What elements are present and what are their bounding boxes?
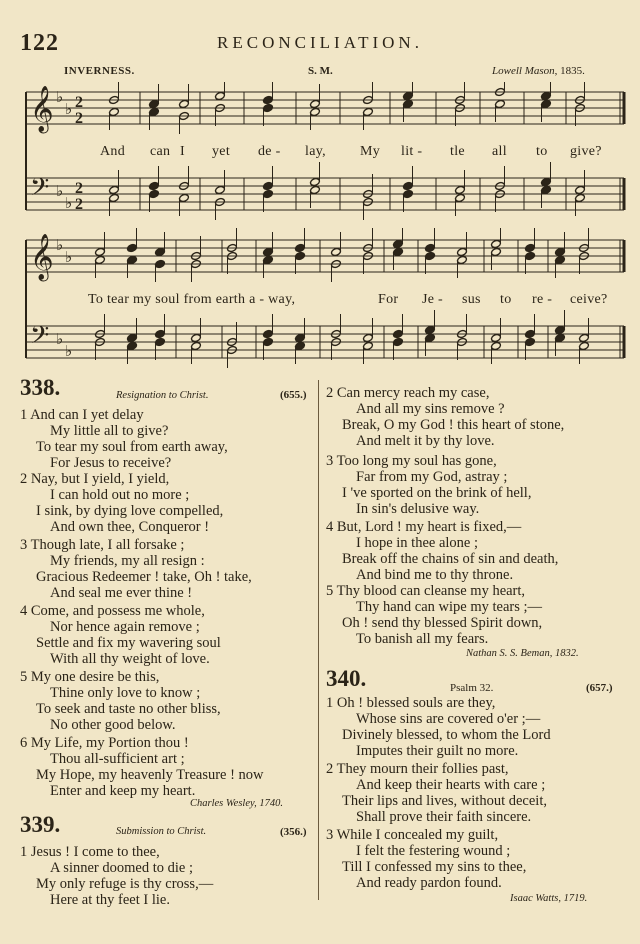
stanza-line: Whose sins are covered o'er ;—	[356, 711, 541, 727]
stanza-line: Oh ! send thy blessed Spirit down,	[342, 615, 543, 631]
lyric-syllable: re -	[532, 292, 553, 307]
note-head	[179, 193, 190, 202]
stanza-line: And melt it by thy love.	[356, 433, 495, 449]
flat-icon: ♭	[56, 184, 64, 200]
note-head	[263, 181, 274, 190]
note-head	[263, 255, 274, 264]
stanza-line: Thine only love to know ;	[50, 685, 201, 701]
hymn-subtitle-338: Resignation to Christ.	[116, 390, 209, 401]
flat-icon: ♭	[65, 102, 73, 118]
stanza-line: And seal me ever thine !	[50, 585, 193, 601]
note-head	[263, 103, 274, 112]
note-head	[403, 99, 414, 108]
stanza-line: Far from my God, astray ;	[356, 469, 508, 485]
note-head	[425, 251, 436, 260]
note-head	[393, 247, 404, 256]
note-head	[295, 243, 306, 252]
stanza-line: Shall prove their faith sincere.	[356, 809, 532, 825]
note-head	[491, 239, 502, 248]
stanza-line: My only refuge is thy cross,—	[36, 876, 214, 892]
note-head	[263, 247, 274, 256]
note-head	[425, 243, 436, 252]
note-head	[149, 189, 160, 198]
note-head	[155, 247, 166, 256]
stanza-line: I felt the festering wound ;	[356, 843, 511, 859]
hymn-ref-339: (356.)	[280, 826, 307, 838]
note-head	[555, 255, 566, 264]
stanza-line: And all my sins remove ?	[356, 401, 505, 417]
stanza-line: 3 While I concealed my guilt,	[326, 827, 499, 843]
lyric-syllable: lit -	[401, 144, 423, 159]
meter: S. M.	[308, 65, 333, 77]
stanza-line: Till I confessed my sins to thee,	[342, 859, 527, 875]
attribution-340: Isaac Watts, 1719.	[510, 893, 588, 904]
stanza-line: To seek and taste no other bliss,	[36, 701, 221, 717]
column-divider	[318, 380, 319, 900]
note-head	[457, 247, 468, 256]
note-head	[109, 107, 120, 116]
hymn-number-340: 340.	[326, 666, 367, 691]
note-head	[149, 181, 160, 190]
stanza-line: 3 Too long my soul has gone,	[326, 453, 497, 469]
note-head	[393, 337, 404, 346]
note-head	[455, 193, 466, 202]
hymn-ref-340: (657.)	[586, 682, 613, 694]
note-head	[127, 255, 138, 264]
note-head	[555, 325, 566, 334]
note-head	[155, 329, 166, 338]
note-head	[575, 193, 586, 202]
lyric-syllable: to	[500, 292, 512, 307]
lyric-syllable: all	[492, 144, 507, 159]
lyrics-line-2	[0, 292, 640, 310]
stanza-line: Imputes their guilt no more.	[356, 743, 519, 759]
note-head	[555, 247, 566, 256]
stanza-line: And own thee, Conqueror !	[50, 519, 210, 535]
note-head	[263, 189, 274, 198]
time-signature: 2	[75, 110, 83, 127]
stanza-line: 1 Oh ! blessed souls are they,	[326, 695, 496, 711]
stanza-line: A sinner doomed to die ;	[50, 860, 193, 876]
stanza-line: And bind me to thy throne.	[356, 567, 514, 583]
note-head	[425, 333, 436, 342]
note-head	[109, 193, 120, 202]
note-head	[95, 255, 106, 264]
note-head	[425, 325, 436, 334]
note-head	[491, 341, 502, 350]
hymn-ref-338: (655.)	[280, 389, 307, 401]
lyrics-line-1	[0, 144, 640, 162]
note-head	[155, 337, 166, 346]
stanza-line: Divinely blessed, to whom the Lord	[342, 727, 551, 743]
stanza-line: 2 Can mercy reach my case,	[326, 385, 490, 401]
stanza-line: I can hold out no more ;	[50, 487, 190, 503]
stanza-line: For Jesus to receive?	[50, 455, 172, 471]
lyric-syllable: For	[378, 292, 399, 307]
note-head	[149, 99, 160, 108]
hymn-number-339: 339.	[20, 812, 61, 837]
treble-clef-icon: 𝄞	[30, 234, 54, 279]
note-head	[263, 329, 274, 338]
note-head	[541, 185, 552, 194]
stanza-line: Settle and fix my wavering soul	[36, 635, 221, 651]
stanza-line: I 've sported on the brink of hell,	[342, 485, 532, 501]
stanza-line: 2 They mourn their follies past,	[326, 761, 509, 777]
stanza-line: I hope in thee alone ;	[356, 535, 478, 551]
stanza-line: In sin's delusive way.	[356, 501, 480, 517]
note-head	[155, 259, 166, 268]
note-head	[310, 177, 321, 186]
lyric-syllable: yet	[212, 144, 231, 159]
lyric-syllable: to	[536, 144, 548, 159]
note-head	[109, 185, 120, 194]
note-head	[149, 107, 160, 116]
stanza-line: 3 Though late, I all forsake ;	[20, 537, 185, 553]
stanza-line: 1 Jesus ! I come to thee,	[20, 844, 160, 860]
stanza-line: My Hope, my heavenly Treasure ! now	[36, 767, 264, 783]
note-head	[525, 329, 536, 338]
stanza-line: I sink, by dying love compelled,	[36, 503, 224, 519]
stanza-line: Thou all-sufficient art ;	[50, 751, 185, 767]
stanza-line: To banish all my fears.	[356, 631, 489, 647]
note-head	[310, 107, 321, 116]
note-head	[491, 333, 502, 342]
stanza-line: Enter and keep my heart.	[50, 783, 196, 799]
lyric-syllable: give?	[570, 144, 602, 159]
flat-icon: ♭	[65, 250, 73, 266]
note-head	[575, 185, 586, 194]
tune-name: INVERNESS.	[64, 65, 135, 77]
attribution-338: Charles Wesley, 1740.	[190, 798, 283, 809]
note-head	[215, 91, 226, 100]
stanza-line: To tear my soul from earth away,	[36, 439, 228, 455]
bass-clef-icon: 𝄢	[30, 322, 50, 355]
hymn-number-338: 338.	[20, 375, 61, 400]
note-head	[393, 329, 404, 338]
stanza-line: Their lips and lives, without deceit,	[342, 793, 547, 809]
stanza-line: My little all to give?	[50, 423, 169, 439]
note-head	[295, 251, 306, 260]
note-head	[403, 189, 414, 198]
note-head	[310, 185, 321, 194]
lyric-syllable: can	[150, 144, 171, 159]
lyric-syllable: tle	[450, 144, 465, 159]
page-title: RECONCILIATION.	[217, 33, 423, 52]
stanza-line: Thy hand can wipe my tears ;—	[356, 599, 543, 615]
hymn-subtitle-339: Submission to Christ.	[116, 826, 207, 837]
flat-icon: ♭	[65, 344, 73, 360]
note-head	[541, 177, 552, 186]
note-head	[295, 341, 306, 350]
stanza-line: 2 Nay, but I yield, I yield,	[20, 471, 170, 487]
note-head	[555, 333, 566, 342]
stanza-line: 5 Thy blood can cleanse my heart,	[326, 583, 526, 599]
lyric-syllable: de -	[258, 144, 281, 159]
note-head	[310, 99, 321, 108]
time-signature: 2	[75, 94, 83, 111]
lyric-syllable: And	[100, 144, 126, 159]
treble-clef-icon: 𝄞	[30, 86, 54, 131]
flat-icon: ♭	[56, 238, 64, 254]
stanza-line: And keep their hearts with care ;	[356, 777, 546, 793]
time-signature: 2	[75, 180, 83, 197]
note-head	[457, 255, 468, 264]
note-head	[491, 247, 502, 256]
note-head	[495, 99, 506, 108]
composer-year: , 1835.	[554, 65, 585, 77]
note-head	[179, 99, 190, 108]
note-head	[455, 185, 466, 194]
note-head	[525, 243, 536, 252]
note-head	[393, 239, 404, 248]
stanza-line: 1 And can I yet delay	[20, 407, 144, 423]
stanza-line: And ready pardon found.	[356, 875, 502, 891]
flat-icon: ♭	[65, 196, 73, 212]
note-head	[541, 99, 552, 108]
note-head	[579, 333, 590, 342]
note-head	[191, 341, 202, 350]
note-head	[95, 247, 106, 256]
note-head	[331, 247, 342, 256]
bass-clef-icon: 𝄢	[30, 174, 50, 207]
note-head	[215, 185, 226, 194]
stanza-line: With all thy weight of love.	[50, 651, 210, 667]
stanza-line: Nor hence again remove ;	[50, 619, 200, 635]
note-head	[363, 107, 374, 116]
lyric-syllable: lay,	[305, 144, 326, 159]
note-head	[127, 243, 138, 252]
flat-icon: ♭	[56, 332, 64, 348]
stanza-line: 4 Come, and possess me whole,	[20, 603, 205, 619]
stanza-line: Break off the chains of sin and death,	[342, 551, 559, 567]
note-head	[403, 181, 414, 190]
note-head	[541, 91, 552, 100]
composer-credit	[492, 65, 585, 77]
lyric-syllable: My	[360, 144, 381, 159]
time-signature: 2	[75, 196, 83, 213]
note-head	[127, 333, 138, 342]
stanza-line: 6 My Life, my Portion thou !	[20, 735, 189, 751]
lyric-syllable: sus	[462, 292, 481, 307]
note-head	[525, 251, 536, 260]
note-head	[525, 337, 536, 346]
lyric-syllable: To tear my soul from earth a - way,	[88, 292, 296, 307]
stanza-line: 4 But, Lord ! my heart is fixed,—	[326, 519, 522, 535]
page-number: 122	[20, 30, 59, 56]
hymn-subtitle-340: Psalm 32.	[450, 682, 494, 694]
flat-icon: ♭	[56, 90, 64, 106]
lyric-syllable: Je -	[422, 292, 444, 307]
stanza-line: No other good below.	[50, 717, 176, 733]
lyric-syllable: I	[180, 144, 185, 159]
note-head	[295, 333, 306, 342]
lyric-syllable: ceive?	[570, 292, 608, 307]
note-head	[403, 91, 414, 100]
note-head	[191, 333, 202, 342]
stanza-line: Break, O my God ! this heart of stone,	[342, 417, 565, 433]
attribution-339: Nathan S. S. Beman, 1832.	[466, 648, 579, 659]
stanza-line: Gracious Redeemer ! take, Oh ! take,	[36, 569, 252, 585]
stanza-line: My friends, my all resign :	[50, 553, 205, 569]
stanza-line: 5 My one desire be this,	[20, 669, 160, 685]
note-head	[363, 341, 374, 350]
stanza-line: Here at thy feet I lie.	[50, 892, 170, 908]
note-head	[127, 341, 138, 350]
composer-name: Lowell Mason	[492, 65, 555, 77]
note-head	[263, 95, 274, 104]
note-head	[263, 337, 274, 346]
note-head	[363, 333, 374, 342]
note-head	[579, 341, 590, 350]
